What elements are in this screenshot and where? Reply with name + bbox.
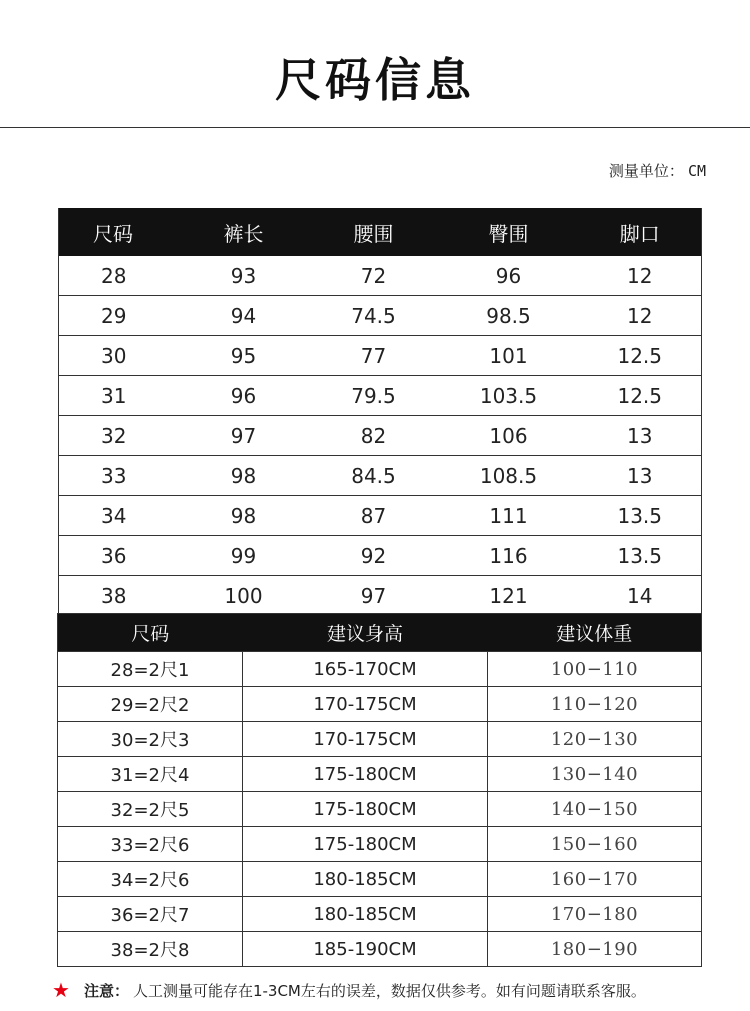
size-table-row	[59, 456, 702, 496]
size-table-cell: 94	[179, 296, 309, 336]
size-table-row	[59, 576, 702, 616]
size-table-cell: 99	[179, 536, 309, 576]
size-table-header-cell: 裤长	[179, 208, 309, 256]
size-table-cell: 13.5	[579, 536, 702, 576]
fit-table-row	[58, 932, 702, 967]
note-text: 人工测量可能存在1-3CM左右的误差，数据仅供参考。如有问题请联系客服。	[132, 981, 646, 1000]
size-table-cell: 28	[59, 256, 179, 296]
size-table-cell: 13	[579, 456, 702, 496]
size-table-cell: 111	[439, 496, 579, 536]
size-table-cell: 12	[579, 296, 702, 336]
size-table-cell: 12.5	[579, 336, 702, 376]
size-table-row	[59, 336, 702, 376]
size-table-row	[59, 536, 702, 576]
fit-table-cell: 150−160	[488, 827, 702, 862]
fit-table-row	[58, 897, 702, 932]
size-table-cell: 82	[309, 416, 439, 456]
size-table-cell: 93	[179, 256, 309, 296]
fit-table-cell: 31=2尺4	[58, 757, 243, 792]
size-table-header-cell: 臀围	[439, 208, 579, 256]
fit-table-cell: 110−120	[488, 687, 702, 722]
fit-table-header-cell: 建议身高	[243, 614, 488, 652]
size-table-cell: 31	[59, 376, 179, 416]
fit-table-cell: 165-170CM	[243, 652, 488, 687]
size-table-cell: 96	[179, 376, 309, 416]
size-table-cell: 116	[439, 536, 579, 576]
size-table-cell: 38	[59, 576, 179, 616]
size-table-cell: 108.5	[439, 456, 579, 496]
size-table-cell: 84.5	[309, 456, 439, 496]
star-icon: ★	[52, 978, 70, 1002]
fit-table-row	[58, 722, 702, 757]
size-table-cell: 92	[309, 536, 439, 576]
size-table-row	[59, 376, 702, 416]
fit-table-row	[58, 827, 702, 862]
fit-table-cell: 34=2尺6	[58, 862, 243, 897]
size-table-cell: 33	[59, 456, 179, 496]
size-table-row	[59, 296, 702, 336]
fit-table-cell: 175-180CM	[243, 757, 488, 792]
fit-table-cell: 185-190CM	[243, 932, 488, 967]
size-table-cell: 74.5	[309, 296, 439, 336]
size-table-header-cell: 脚口	[579, 208, 702, 256]
size-table-cell: 95	[179, 336, 309, 376]
size-table-cell: 79.5	[309, 376, 439, 416]
fit-table-row	[58, 792, 702, 827]
size-table	[58, 208, 702, 616]
size-table-cell: 98	[179, 456, 309, 496]
fit-table-header-cell: 建议体重	[488, 614, 702, 652]
fit-table-cell: 180-185CM	[243, 897, 488, 932]
unit-value: CM	[687, 162, 706, 180]
size-table-cell: 98.5	[439, 296, 579, 336]
fit-table-cell: 120−130	[488, 722, 702, 757]
size-table-cell: 106	[439, 416, 579, 456]
size-table-cell: 96	[439, 256, 579, 296]
size-table-cell: 32	[59, 416, 179, 456]
fit-table-cell: 160−170	[488, 862, 702, 897]
size-table-cell: 13.5	[579, 496, 702, 536]
measurement-unit	[609, 160, 706, 181]
fit-table	[57, 613, 702, 967]
size-table-cell: 34	[59, 496, 179, 536]
fit-table-cell: 170−180	[488, 897, 702, 932]
size-table-cell: 13	[579, 416, 702, 456]
fit-table-cell: 175-180CM	[243, 827, 488, 862]
fit-table-cell: 100−110	[488, 652, 702, 687]
fit-table-row	[58, 862, 702, 897]
fit-table-cell: 175-180CM	[243, 792, 488, 827]
size-table-row	[59, 256, 702, 296]
size-table-cell: 103.5	[439, 376, 579, 416]
size-table-cell: 97	[179, 416, 309, 456]
size-table-cell: 36	[59, 536, 179, 576]
fit-table-cell: 180-185CM	[243, 862, 488, 897]
size-table-row	[59, 416, 702, 456]
disclaimer-note	[52, 978, 646, 1002]
fit-table-cell: 36=2尺7	[58, 897, 243, 932]
size-table-cell: 100	[179, 576, 309, 616]
fit-table-row	[58, 687, 702, 722]
fit-table-cell: 32=2尺5	[58, 792, 243, 827]
unit-label: 测量单位：	[608, 162, 684, 180]
size-table-cell: 101	[439, 336, 579, 376]
fit-table-cell: 38=2尺8	[58, 932, 243, 967]
size-table-cell: 29	[59, 296, 179, 336]
size-table-header-cell: 腰围	[309, 208, 439, 256]
size-table-cell: 98	[179, 496, 309, 536]
page-title: 尺码信息	[275, 53, 475, 107]
size-table-cell: 30	[59, 336, 179, 376]
fit-table-cell: 28=2尺1	[58, 652, 243, 687]
size-table-cell: 12	[579, 256, 702, 296]
fit-table-header	[58, 614, 702, 652]
fit-table-cell: 33=2尺6	[58, 827, 243, 862]
fit-table-row	[58, 757, 702, 792]
fit-table-cell: 29=2尺2	[58, 687, 243, 722]
size-table-header-cell: 尺码	[59, 208, 179, 256]
fit-table-cell: 130−140	[488, 757, 702, 792]
fit-table-header-cell: 尺码	[58, 614, 243, 652]
size-table-cell: 97	[309, 576, 439, 616]
fit-table-cell: 170-175CM	[243, 722, 488, 757]
size-table-cell: 77	[309, 336, 439, 376]
size-table-cell: 12.5	[579, 376, 702, 416]
size-table-cell: 72	[309, 256, 439, 296]
size-table-header	[59, 208, 702, 256]
title-divider	[0, 127, 750, 128]
size-table-row	[59, 496, 702, 536]
fit-table-cell: 170-175CM	[243, 687, 488, 722]
size-table-cell: 121	[439, 576, 579, 616]
fit-table-cell: 180−190	[488, 932, 702, 967]
fit-table-cell: 140−150	[488, 792, 702, 827]
fit-table-cell: 30=2尺3	[58, 722, 243, 757]
note-label: 注意：	[83, 981, 129, 1000]
size-table-cell: 14	[579, 576, 702, 616]
fit-table-row	[58, 652, 702, 687]
size-table-cell: 87	[309, 496, 439, 536]
